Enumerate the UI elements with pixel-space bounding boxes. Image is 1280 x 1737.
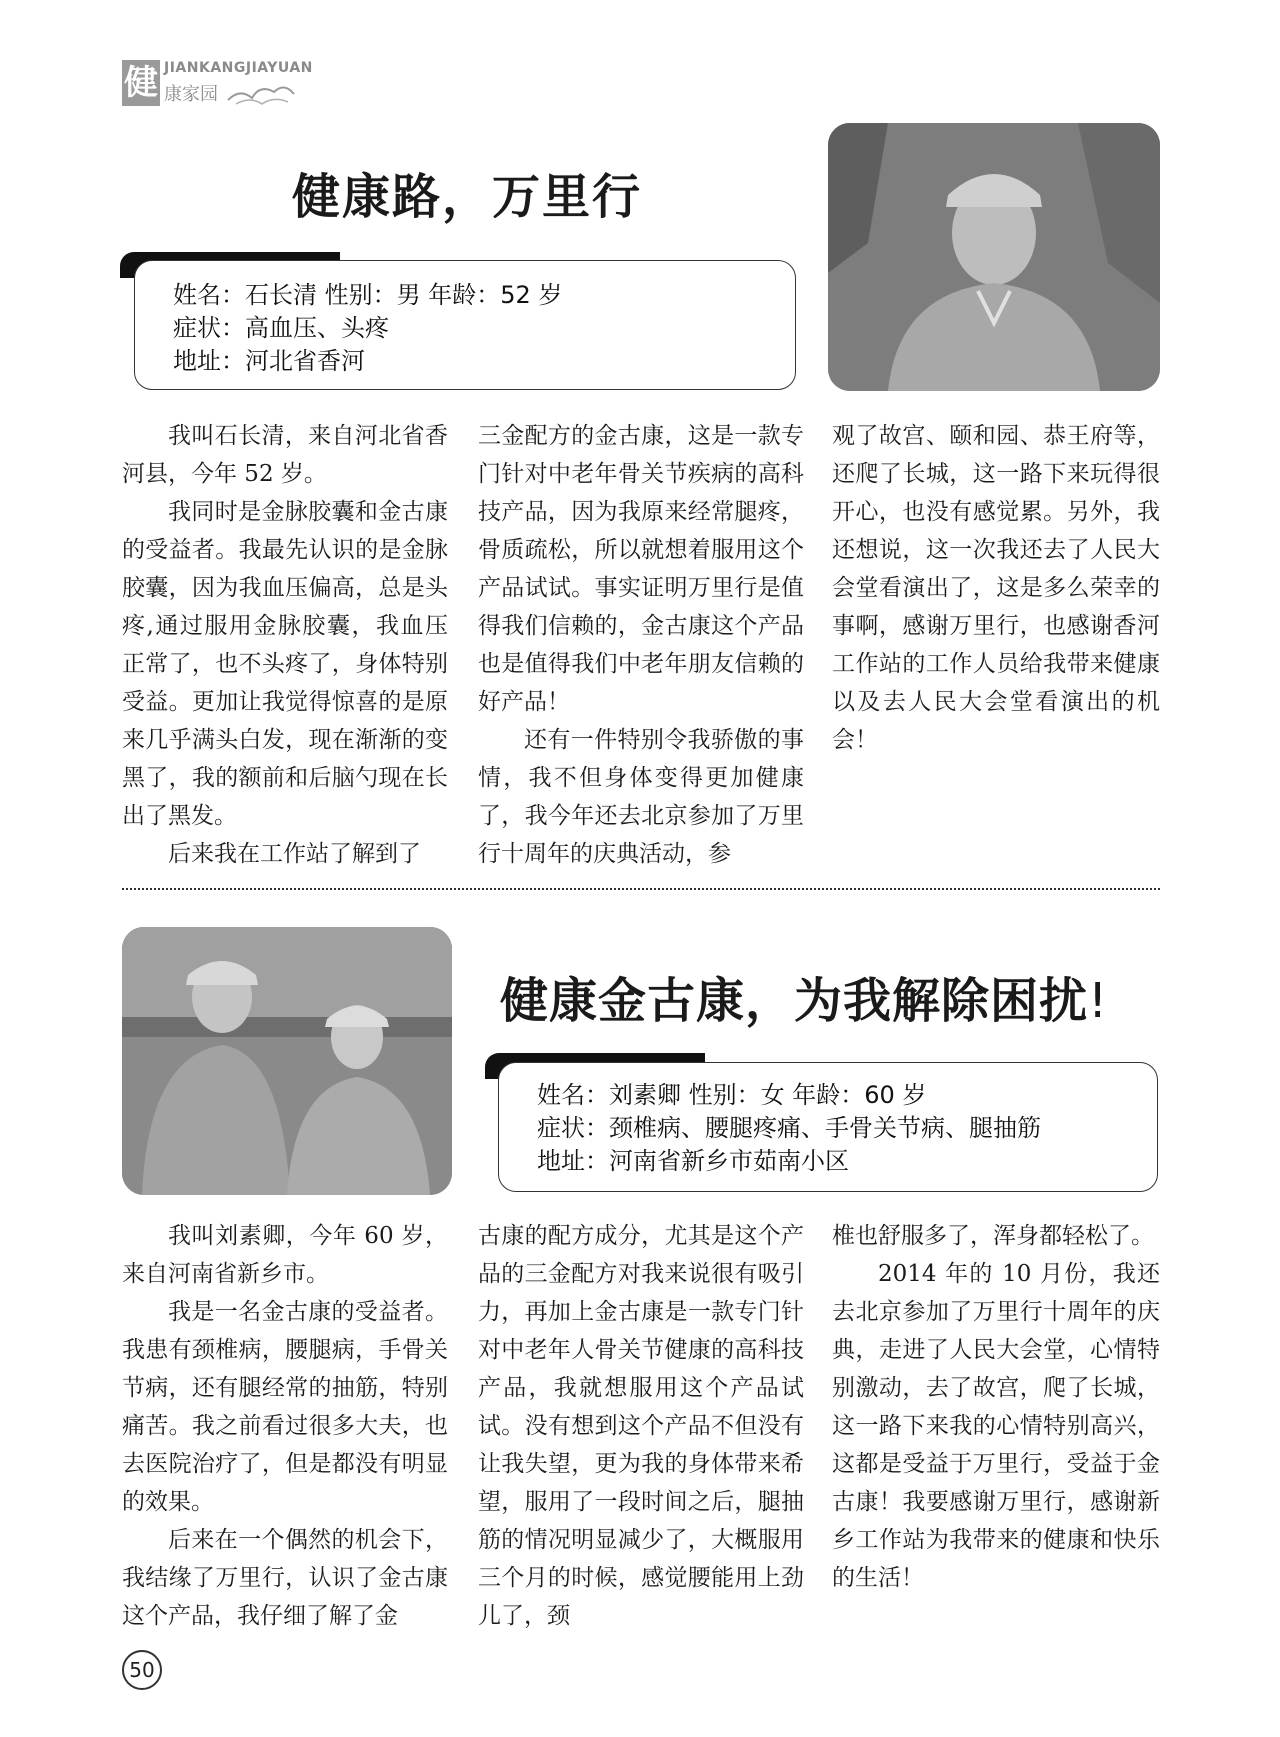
- article2-column-1: [122, 1217, 448, 1635]
- article1-column-2: [478, 417, 804, 873]
- info-name-gender-age: 姓名：刘素卿 性别：女 年龄：60 岁: [537, 1081, 927, 1109]
- article2-title: [500, 962, 1108, 1031]
- couple-image: [122, 927, 452, 1195]
- article2-title-text: 健康金古康，为我解除困扰: [500, 973, 1089, 1029]
- paragraph: 2014 年的 10 月份，我还去北京参加了万里行十周年的庆典，走进了人民大会堂，心情特别激动，去了故宫，爬了长城，这一路下来我的心情特别高兴，这都是受益于万里行，受益于金古康！我要感谢万里行，感谢新乡工作站为我带来的健康和快乐的生活！: [832, 1261, 1160, 1591]
- info-symptoms: 症状：颈椎病、腰腿疼痛、手骨关节病、腿抽筋: [537, 1114, 1041, 1142]
- magazine-name-chinese: 康家园: [164, 84, 218, 105]
- man-portrait-image: [828, 123, 1160, 391]
- paragraph: 我叫刘素卿，今年 60 岁，来自河南省新乡市。: [122, 1223, 448, 1287]
- paragraph: 后来我在工作站了解到了: [168, 841, 421, 867]
- article1-title: 健康路，万里行: [292, 169, 643, 225]
- paragraph: 观了故宫、颐和园、恭王府等，还爬了长城，这一路下来玩得很开心，也没有感觉累。另外，我还想说，这一次我还去了人民大会堂看演出了，这是多么荣幸的事啊，感谢万里行，也感谢香河工作站的工作人员给我带来健康以及去人民大会堂看演出的机会！: [832, 423, 1160, 753]
- article2-column-2: [478, 1217, 804, 1635]
- article1-column-3: [832, 417, 1160, 759]
- article1-column-1: [122, 417, 448, 873]
- paragraph: 三金配方的金古康，这是一款专门针对中老年骨关节疾病的高科技产品，因为我原来经常腿疼，骨质疏松，所以就想着服用这个产品试试。事实证明万里行是值得我们信赖的，金古康这个产品也是值得我们中老年朋友信赖的好产品！: [478, 423, 804, 715]
- info-symptoms: 症状：高血压、头疼: [173, 314, 389, 342]
- article1-info-box: [134, 260, 796, 390]
- magazine-logo: 健: [122, 60, 160, 106]
- article2-column-3: [832, 1217, 1160, 1597]
- info-address: 地址：河南省新乡市茹南小区: [537, 1147, 849, 1175]
- paragraph: 我叫石长清，来自河北省香河县，今年 52 岁。: [122, 423, 448, 487]
- article2-title-exclamation: !: [1088, 973, 1109, 1029]
- paragraph: 古康的配方成分，尤其是这个产品的三金配方对我来说很有吸引力，再加上金古康是一款专门针对中老年人骨关节健康的高科技产品，我就想服用这个产品试试。没有想到这个产品不但没有让我失望，更为我的身体带来希望，服用了一段时间之后，腿抽筋的情况明显减少了，大概服用三个月的时候，感觉腰能用上劲儿了，颈: [478, 1223, 804, 1629]
- paragraph: 椎也舒服多了，浑身都轻松了。: [832, 1223, 1154, 1249]
- info-address: 地址：河北省香河: [173, 347, 365, 375]
- paragraph: 我是一名金古康的受益者。我患有颈椎病，腰腿病，手骨关节病，还有腿经常的抽筋，特别痛苦。我之前看过很多大夫，也去医院治疗了，但是都没有明显的效果。: [122, 1299, 448, 1515]
- info-name-gender-age: 姓名：石长清 性别：男 年龄：52 岁: [173, 281, 563, 309]
- article2-info-box: [498, 1062, 1158, 1192]
- paragraph: 还有一件特别令我骄傲的事情，我不但身体变得更加健康了，我今年还去北京参加了万里行十周年的庆典活动，参: [478, 727, 804, 867]
- magazine-name-pinyin: JIANKANGJIAYUAN: [164, 60, 313, 76]
- paragraph: 我同时是金脉胶囊和金古康的受益者。我最先认识的是金脉胶囊，因为我血压偏高，总是头疼,通过服用金脉胶囊，我血压正常了，也不头疼了，身体特别受益。更加让我觉得惊喜的是原来几乎满头白发，现在渐渐的变黑了，我的额前和后脑勺现在长出了黑发。: [122, 499, 448, 829]
- article2-couple-photo: [122, 927, 452, 1195]
- article-divider: [122, 888, 1160, 890]
- page-number: 50: [122, 1650, 162, 1690]
- cloud-swirl-icon: [226, 78, 296, 108]
- paragraph: 后来在一个偶然的机会下，我结缘了万里行，认识了金古康这个产品，我仔细了解了金: [122, 1527, 448, 1629]
- article1-portrait-photo: [828, 123, 1160, 391]
